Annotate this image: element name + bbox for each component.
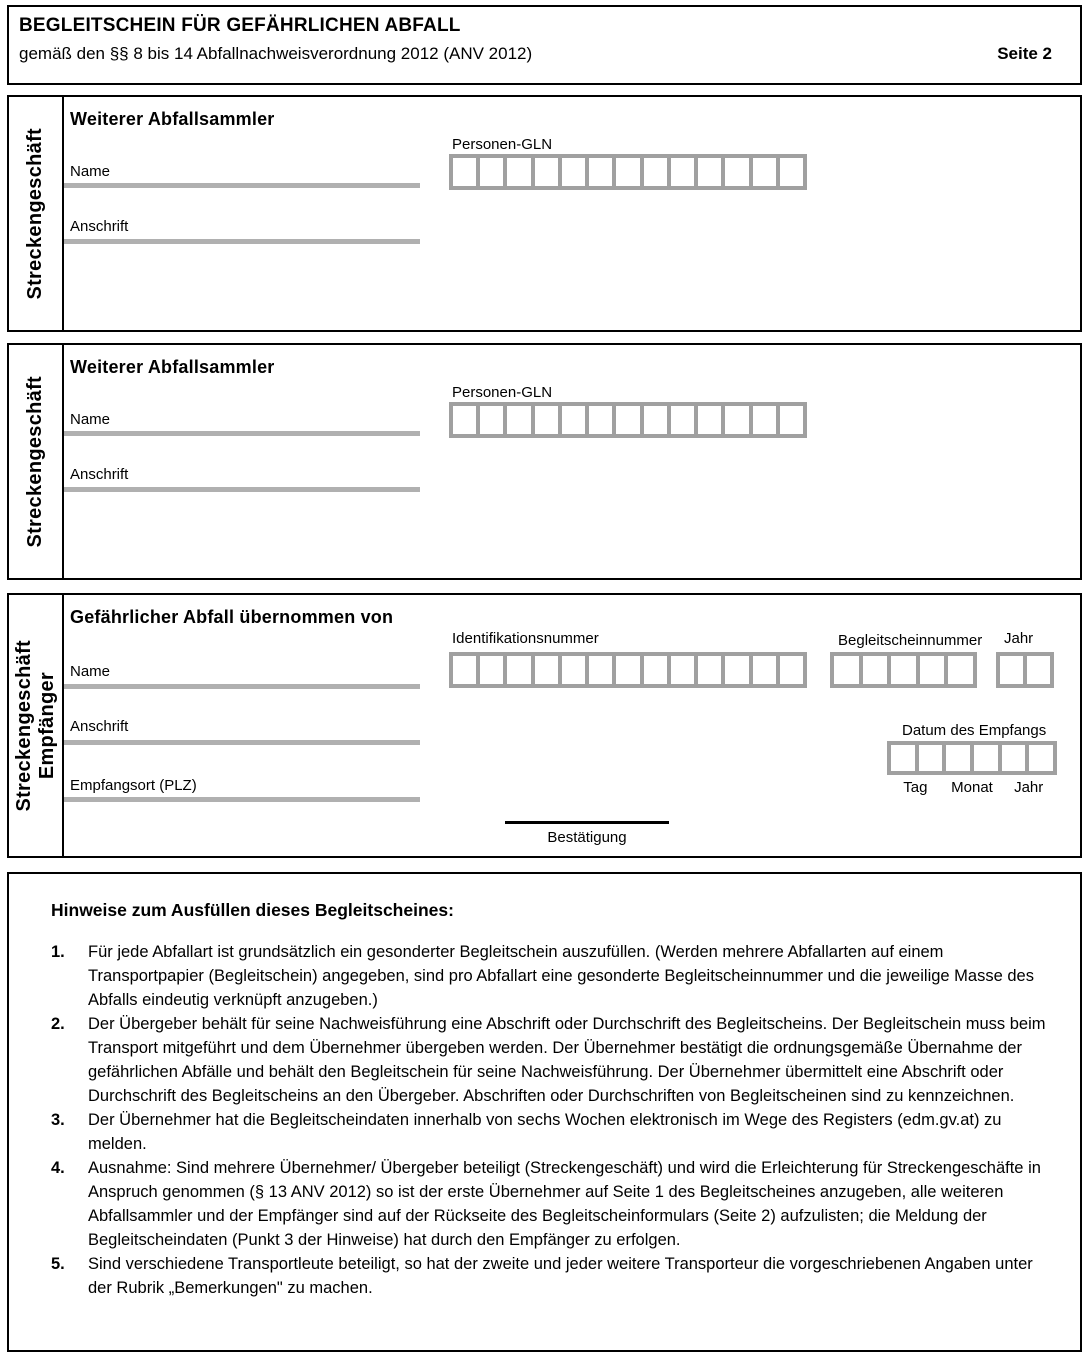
grid-cell [589, 406, 612, 434]
name-field-underline [64, 684, 420, 689]
grid-cell [834, 656, 859, 684]
form-title: BEGLEITSCHEIN FÜR GEFÄHRLICHEN ABFALL [19, 15, 461, 36]
grid-cell [725, 656, 748, 684]
form-header [7, 5, 1082, 85]
begleitscheinnummer-label: Begleitscheinnummer [838, 632, 983, 649]
grid-cell [891, 745, 915, 771]
monat-label: Monat [951, 779, 993, 796]
grid-cell [863, 656, 888, 684]
hint-number: 2. [51, 1015, 65, 1033]
grid-cell [562, 158, 585, 186]
grid-cell [698, 656, 721, 684]
anschrift-field-label: Anschrift [70, 718, 129, 735]
section-main [64, 345, 1080, 578]
grid-cell [1000, 656, 1023, 684]
personen-gln-grid [449, 402, 807, 438]
grid-cell [616, 158, 639, 186]
grid-cell [616, 406, 639, 434]
section-abfall-uebernommen-von [7, 593, 1082, 858]
section-heading: Gefährlicher Abfall übernommen von [70, 607, 394, 627]
hint-text: Der Übergeber behält für seine Nachweisführung eine Abschrift oder Durchschrift des Begleitscheins. Der Begleitschein muss beim Transport mitgeführt und dem Übernehmer übergeben werden. Der Übernehmer bestätigt die ordnungsgemäße Übernahme der gefährlichen Abfälle und behält den Begleitschein für seine Nachweisführung. Der Übernehmer übermittelt eine Abschrift oder Durchschrift des Begleitscheins an den Übergeber. Abschriften oder Durchschriften von Begleitscheinen sind zu kennzeichnen. [88, 1015, 1046, 1105]
name-field-label: Name [70, 663, 111, 680]
grid-cell [698, 406, 721, 434]
jahr-grid [996, 652, 1054, 688]
name-field-label: Name [70, 411, 111, 428]
hint-item-2 [51, 1012, 1058, 1108]
grid-cell [948, 656, 973, 684]
section-heading: Weiterer Abfallsammler [70, 109, 275, 129]
grid-cell [780, 158, 803, 186]
grid-cell [453, 656, 476, 684]
datum-des-empfangs-label: Datum des Empfangs [902, 722, 1047, 739]
grid-cell [780, 406, 803, 434]
identifikationsnummer-grid [449, 652, 807, 688]
grid-cell [946, 745, 970, 771]
grid-cell [753, 656, 776, 684]
section-weiterer-abfallsammler-1 [7, 95, 1082, 332]
begleitscheinnummer-grid [830, 652, 977, 688]
grid-cell [671, 656, 694, 684]
page-number: Seite 2 [997, 44, 1052, 63]
personen-gln-grid [449, 154, 807, 190]
grid-cell [1029, 745, 1053, 771]
grid-cell [616, 656, 639, 684]
empfangsort-field-underline [64, 797, 420, 802]
grid-cell [562, 656, 585, 684]
hint-text: Sind verschiedene Transportleute beteiligt, so hat der zweite und jeder weitere Transporteur die vorgeschriebenen Angaben unter der Rubrik „Bemerkungen" zu machen. [88, 1255, 1033, 1297]
side-label-streckengeschaeft: Streckengeschäft [12, 639, 35, 812]
hint-item-4 [51, 1156, 1058, 1252]
grid-cell [753, 158, 776, 186]
grid-cell [507, 158, 530, 186]
anschrift-field-underline [64, 740, 420, 745]
form-subtitle: gemäß den §§ 8 bis 14 Abfallnachweisverordnung 2012 (ANV 2012) [19, 44, 533, 63]
name-field-underline [64, 183, 420, 188]
section-main [64, 595, 1080, 856]
datum-sublabels [887, 779, 1057, 796]
side-column [9, 345, 64, 578]
hint-item-5 [51, 1252, 1058, 1300]
anschrift-field-underline [64, 487, 420, 492]
grid-cell [562, 406, 585, 434]
hint-number: 5. [51, 1255, 65, 1273]
grid-cell [644, 656, 667, 684]
side-column [9, 595, 64, 856]
grid-cell [920, 656, 945, 684]
grid-cell [535, 406, 558, 434]
grid-cell [698, 158, 721, 186]
personen-gln-label: Personen-GLN [452, 136, 553, 153]
grid-cell [780, 656, 803, 684]
hint-item-3 [51, 1108, 1058, 1156]
datum-des-empfangs-grid [887, 741, 1057, 775]
grid-cell [589, 158, 612, 186]
jahr-label: Jahr [1004, 630, 1034, 647]
section-heading: Weiterer Abfallsammler [70, 357, 275, 377]
anschrift-field-label: Anschrift [70, 218, 129, 235]
grid-cell [753, 406, 776, 434]
grid-cell [671, 158, 694, 186]
identifikationsnummer-label: Identifikationsnummer [452, 630, 599, 647]
hint-item-1 [51, 940, 1058, 1012]
grid-cell [589, 656, 612, 684]
grid-cell [507, 656, 530, 684]
section-weiterer-abfallsammler-2 [7, 343, 1082, 580]
name-field-label: Name [70, 163, 111, 180]
hints-section [7, 872, 1082, 1352]
empfangsort-field-label: Empfangsort (PLZ) [70, 777, 197, 794]
side-label-streckengeschaeft: Streckengeschäft [24, 375, 46, 548]
side-label-empfaenger: Empfänger [35, 671, 58, 780]
grid-cell [453, 158, 476, 186]
grid-cell [891, 656, 916, 684]
hint-number: 4. [51, 1159, 65, 1177]
anschrift-field-label: Anschrift [70, 466, 129, 483]
grid-cell [644, 406, 667, 434]
grid-cell [974, 745, 998, 771]
hint-text: Der Übernehmer hat die Begleitscheindaten innerhalb von sechs Wochen elektronisch im Wege des Registers (edm.gv.at) zu melden. [88, 1111, 1002, 1153]
tag-label: Tag [903, 779, 928, 796]
grid-cell [725, 158, 748, 186]
grid-cell [453, 406, 476, 434]
hint-text: Ausnahme: Sind mehrere Übernehmer/ Übergeber beteiligt (Streckengeschäft) und wird die Erleichterung für Streckengeschäfte in Anspruch genommen (§ 13 ANV 2012) so ist der erste Übernehmer auf Seite 1 des Begleitscheines anzugeben, alle weiteren Abfallsammler und der Empfänger sind auf der Rückseite des Begleitscheinformulars (Seite 2) aufzulisten; die Meldung der Begleitscheindaten (Punkt 3 der Hinweise) hat durch den Empfänger zu erfolgen. [88, 1159, 1041, 1249]
jahr-sublabel: Jahr [1014, 779, 1044, 796]
hints-heading: Hinweise zum Ausfüllen dieses Begleitscheines: [51, 900, 454, 920]
grid-cell [1002, 745, 1026, 771]
grid-cell [1027, 656, 1050, 684]
grid-cell [644, 158, 667, 186]
hint-number: 3. [51, 1111, 65, 1129]
anschrift-field-underline [64, 239, 420, 244]
grid-cell [671, 406, 694, 434]
grid-cell [535, 656, 558, 684]
grid-cell [480, 158, 503, 186]
hint-text: Für jede Abfallart ist grundsätzlich ein gesonderter Begleitschein auszufüllen. (Werden mehrere Abfallarten auf einem Transportpapier (Begleitschein) angegeben, sind pro Abfallart eine gesonderte Begleitscheinnummer und die jeweilige Masse des Abfalls eindeutig verknüpft anzugeben.) [88, 943, 1034, 1009]
personen-gln-label: Personen-GLN [452, 384, 553, 401]
hint-number: 1. [51, 943, 65, 961]
side-column [9, 97, 64, 330]
grid-cell [480, 656, 503, 684]
bestaetigung-label: Bestätigung [547, 829, 627, 846]
grid-cell [535, 158, 558, 186]
name-field-underline [64, 431, 420, 436]
grid-cell [919, 745, 943, 771]
section-main [64, 97, 1080, 330]
hints-list [51, 940, 1058, 1300]
grid-cell [480, 406, 503, 434]
grid-cell [507, 406, 530, 434]
bestaetigung-signature-line [505, 821, 669, 824]
side-label-streckengeschaeft: Streckengeschäft [24, 127, 46, 300]
grid-cell [725, 406, 748, 434]
